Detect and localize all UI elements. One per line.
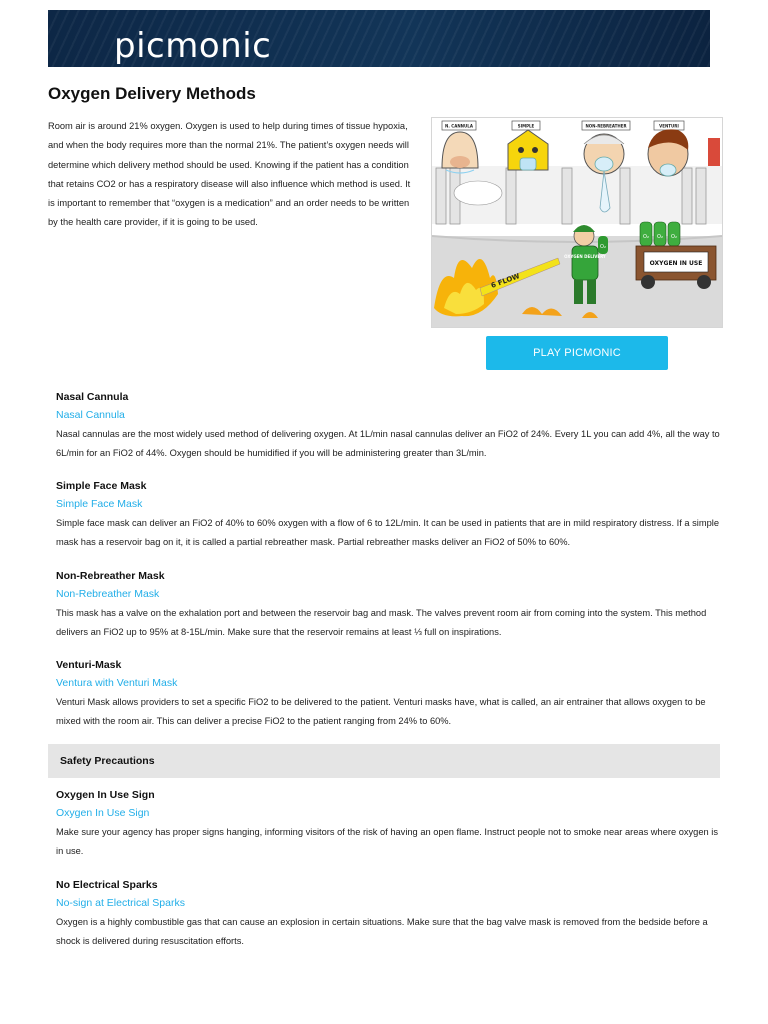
- section-heading: No Electrical Sparks: [56, 879, 158, 891]
- section-link[interactable]: Non-Rebreather Mask: [56, 588, 160, 600]
- section-body: Simple face mask can deliver an FiO2 of 40% to 60% oxygen with a flow of 6 to 12L/min. It can be used in patients that are in mild respiratory distress. If a simple mask has a reservoir bag on it, it is called a partial rebreather mask. Partial rebreather masks deliver an FiO2 of 50% to 60%.: [56, 518, 719, 547]
- safety-precautions-bar: [48, 744, 720, 778]
- in-use-label: OXYGEN IN USE: [649, 260, 703, 267]
- sign-venturi-text: VENTURI: [659, 123, 679, 129]
- section-link[interactable]: No-sign at Electrical Sparks: [56, 897, 185, 909]
- intro-paragraph: Room air is around 21% oxygen. Oxygen is used to help during times of tissue hypoxia, and when the body requires more than the normal 21%. The patient’s oxygen needs will determine which delivery method should be used. Knowing if the patient has a condition that retains CO2 or has a respiratory disease will also influence which method is used. It is important to remember that “oxygen is a medication” and an order needs to be written by the health care provider, if it is going to be used.: [48, 121, 411, 228]
- tank-label-2: O₂: [657, 234, 663, 240]
- safety-title: Safety Precautions: [60, 755, 155, 767]
- illustration-svg: [432, 118, 722, 327]
- section-venturi-mask: [56, 658, 720, 731]
- person-o2-label: O₂: [600, 244, 606, 250]
- section-heading: Nasal Cannula: [56, 391, 129, 403]
- play-picmonic-button[interactable]: PLAY PICMONIC: [486, 336, 668, 370]
- section-link[interactable]: Ventura with Venturi Mask: [56, 677, 178, 689]
- delivery-label: OXYGEN DELIVERY: [564, 254, 606, 259]
- page-title: Oxygen Delivery Methods: [48, 84, 256, 103]
- sign-nonrebreather-text: NON-REBREATHER: [585, 123, 627, 129]
- section-heading: Oxygen In Use Sign: [56, 789, 155, 801]
- section-body: This mask has a valve on the exhalation port and between the reservoir bag and mask. The valves prevent room air from coming into the system. This method delivers an FiO2 up to 95% at 8-15L/min. Make sure that the reservoir remains at least ⅓ full on inspirations.: [56, 608, 707, 637]
- section-heading: Non-Rebreather Mask: [56, 570, 165, 582]
- section-body: Venturi Mask allows providers to set a specific FiO2 to be delivered to the patient. Venturi masks have, what is called, an air entrainer that allows oxygen to be mixed with the room air. This can deliver a precise FiO2 to the patient ranging from 24% to 60%.: [56, 697, 706, 726]
- section-heading: Venturi-Mask: [56, 659, 122, 671]
- sign-simple-text: SIMPLE: [517, 123, 535, 129]
- section-heading: Simple Face Mask: [56, 480, 147, 492]
- sign-ncannula-text: N. CANNULA: [445, 123, 473, 129]
- section-body: Make sure your agency has proper signs hanging, informing visitors of the risk of having an open flame. Instruct people not to smoke near areas where oxygen is in use.: [56, 827, 718, 856]
- section-link[interactable]: Nasal Cannula: [56, 409, 125, 421]
- flame-label: 6 FLOW: [489, 272, 521, 290]
- section-body: Oxygen is a highly combustible gas that can cause an explosion in certain situations. Make sure that the bag valve mask is removed from the bedside before a shock is delivered during resuscitation efforts.: [56, 917, 708, 946]
- section-nasal-cannula: [56, 390, 720, 463]
- tank-label-1: O₂: [643, 234, 649, 240]
- section-oxygen-in-use-sign: [56, 788, 720, 861]
- section-link[interactable]: Oxygen In Use Sign: [56, 807, 150, 819]
- picmonic-logo[interactable]: [114, 26, 271, 66]
- logo-text: picmonic: [114, 26, 272, 66]
- header-banner: [48, 10, 710, 67]
- tank-label-3: O₂: [671, 234, 677, 240]
- picmonic-illustration: [431, 117, 723, 328]
- section-simple-face-mask: [56, 479, 720, 552]
- section-body: Nasal cannulas are the most widely used method of delivering oxygen. At 1L/min nasal cannulas deliver an FiO2 of 24%. Every 1L you can add 4%, all the way to 6L/min for an FiO2 of 44%. Oxygen should be humidified if you will be administering greater than 3L/min.: [56, 429, 720, 458]
- section-link[interactable]: Simple Face Mask: [56, 498, 143, 510]
- section-no-electrical-sparks: [56, 878, 720, 951]
- section-non-rebreather: [56, 569, 720, 642]
